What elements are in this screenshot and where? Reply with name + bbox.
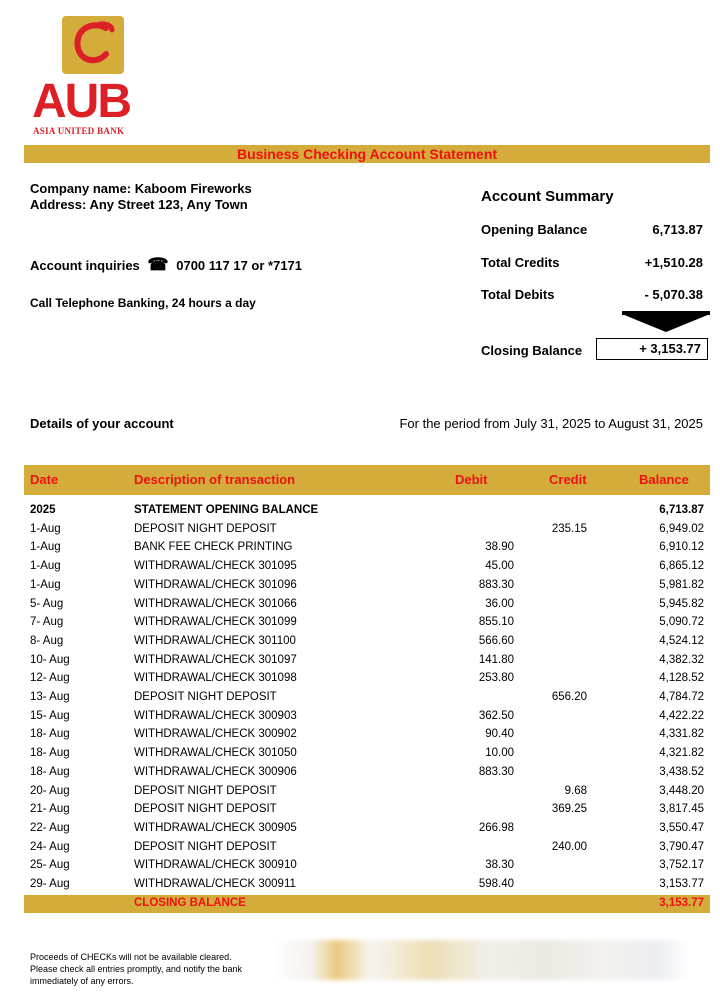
logo-subtitle: ASIA UNITED BANK xyxy=(33,126,125,136)
table-row xyxy=(24,801,710,820)
cell-balance: 6,865.12 xyxy=(659,560,704,573)
cell-balance: 3,817.45 xyxy=(659,803,704,816)
cell-debit: 598.40 xyxy=(478,878,514,890)
cell-balance: 4,128.52 xyxy=(659,672,704,685)
cell-date: 8- Aug xyxy=(30,634,64,647)
cell-date: 18- Aug xyxy=(30,765,70,778)
cell-description: DEPOSIT NIGHT DEPOSIT xyxy=(134,840,277,853)
cell-debit: 266.98 xyxy=(478,821,514,834)
telephone-banking-note: Call Telephone Banking, 24 hours a day xyxy=(30,296,256,310)
cell-debit: 38.30 xyxy=(485,859,514,872)
table-row xyxy=(24,596,710,615)
cell-description: WITHDRAWAL/CHECK 301066 xyxy=(134,597,297,610)
statement-title-band xyxy=(24,145,710,163)
inquiries-label: Account inquiries xyxy=(30,258,140,273)
cell-description: WITHDRAWAL/CHECK 301050 xyxy=(134,747,297,760)
cell-date: 13- Aug xyxy=(30,691,70,703)
cell-balance: 3,438.52 xyxy=(659,765,704,778)
cell-debit: 253.80 xyxy=(478,672,514,685)
table-row xyxy=(24,502,710,521)
cell-debit: 883.30 xyxy=(478,765,514,778)
cell-balance: 3,550.47 xyxy=(659,821,704,834)
cell-balance: 5,981.82 xyxy=(659,578,704,591)
footnote: Proceeds of CHECKs will not be available cleared. Please check all entries promptly, and notify the bank immediately of any errors. xyxy=(30,952,242,986)
cell-balance: 5,090.72 xyxy=(659,616,704,629)
table-row xyxy=(24,708,710,727)
cell-date: 15- Aug xyxy=(30,709,70,722)
cell-description: WITHDRAWAL/CHECK 301100 xyxy=(134,634,296,647)
cell-description: DEPOSIT NIGHT DEPOSIT xyxy=(134,803,277,816)
cell-description: WITHDRAWAL/CHECK 301096 xyxy=(134,578,297,591)
cell-balance: 3,448.20 xyxy=(659,784,704,797)
blurred-watermark xyxy=(270,940,690,980)
cell-balance: 4,321.82 xyxy=(659,747,704,760)
column-header-credit: Credit xyxy=(549,472,587,487)
closing-balance-row-label: CLOSING BALANCE xyxy=(134,897,246,909)
cell-description: WITHDRAWAL/CHECK 301099 xyxy=(134,616,297,629)
cell-balance: 5,945.82 xyxy=(659,597,704,610)
cell-balance: 3,752.17 xyxy=(659,859,704,872)
cell-credit: 656.20 xyxy=(551,691,587,703)
cell-credit: 369.25 xyxy=(551,803,587,816)
cell-balance: 4,382.32 xyxy=(659,653,704,666)
cell-date: 1-Aug xyxy=(30,541,61,554)
cell-date: 10- Aug xyxy=(30,653,70,666)
cell-date: 25- Aug xyxy=(30,859,70,872)
total-credits-value: +1,510.28 xyxy=(644,255,703,270)
cell-balance: 6,949.02 xyxy=(659,522,704,535)
cell-description: BANK FEE CHECK PRINTING xyxy=(134,541,293,554)
cell-balance: 4,331.82 xyxy=(659,728,704,741)
cell-date: 5- Aug xyxy=(30,597,64,610)
cell-credit: 9.68 xyxy=(564,784,587,797)
column-header-date: Date xyxy=(30,472,59,487)
cell-date: 7- Aug xyxy=(30,616,64,629)
cell-credit: 235.15 xyxy=(551,522,587,535)
column-header-debit: Debit xyxy=(455,472,488,487)
opening-balance-label: Opening Balance xyxy=(481,222,588,237)
table-row xyxy=(24,689,710,708)
cell-balance: 4,422.22 xyxy=(659,709,704,722)
table-row xyxy=(24,558,710,577)
cell-debit: 38.90 xyxy=(485,541,514,554)
column-header-balance: Balance xyxy=(639,472,689,487)
cell-description: DEPOSIT NIGHT DEPOSIT xyxy=(134,691,277,703)
table-row xyxy=(24,839,710,858)
cell-balance: 3,153.77 xyxy=(659,878,704,890)
cell-description: STATEMENT OPENING BALANCE xyxy=(134,504,319,516)
cell-debit: 36.00 xyxy=(485,597,514,610)
telephone-icon: ☎ xyxy=(147,255,169,274)
cell-description: WITHDRAWAL/CHECK 301098 xyxy=(134,672,297,685)
logo-wordmark: AUB xyxy=(32,75,130,128)
cell-balance: 4,784.72 xyxy=(659,691,704,703)
closing-balance-row-value: 3,153.77 xyxy=(659,897,704,909)
table-row xyxy=(24,764,710,783)
table-row xyxy=(24,633,710,652)
cell-balance: 6,910.12 xyxy=(659,541,704,554)
cell-date: 22- Aug xyxy=(30,821,70,834)
logo-emblem xyxy=(62,16,124,74)
cell-debit: 141.80 xyxy=(478,653,514,666)
closing-balance-label: Closing Balance xyxy=(481,343,583,358)
cell-date: 29- Aug xyxy=(30,878,70,890)
table-row xyxy=(24,783,710,802)
closing-balance-value: + 3,153.77 xyxy=(596,338,708,360)
cell-date: 21- Aug xyxy=(30,803,70,816)
opening-balance-value: 6,713.87 xyxy=(652,222,703,237)
cell-description: WITHDRAWAL/CHECK 300902 xyxy=(134,728,297,741)
account-summary-heading: Account Summary xyxy=(481,188,614,205)
account-inquiries xyxy=(30,255,302,275)
cell-debit: 362.50 xyxy=(478,709,514,722)
cell-date: 18- Aug xyxy=(30,728,70,741)
cell-debit: 10.00 xyxy=(485,747,514,760)
table-row xyxy=(24,652,710,671)
cell-debit: 566.60 xyxy=(478,634,514,647)
cell-date: 24- Aug xyxy=(30,840,70,853)
table-row xyxy=(24,670,710,689)
cell-description: DEPOSIT NIGHT DEPOSIT xyxy=(134,784,277,797)
cell-description: WITHDRAWAL/CHECK 300911 xyxy=(134,878,296,890)
transactions-header xyxy=(24,465,710,495)
table-row xyxy=(24,577,710,596)
company-name: Company name: Kaboom Fireworks xyxy=(30,181,252,196)
cell-date: 2025 xyxy=(30,504,56,516)
table-row xyxy=(24,857,710,876)
column-header-description: Description of transaction xyxy=(134,472,296,487)
cell-debit: 883.30 xyxy=(478,578,514,591)
total-debits-value: - 5,070.38 xyxy=(644,287,703,302)
cell-balance: 3,790.47 xyxy=(659,840,704,853)
cell-debit: 45.00 xyxy=(485,560,514,573)
table-row xyxy=(24,539,710,558)
table-row xyxy=(24,614,710,633)
inquiries-phone: 0700 117 17 or *7171 xyxy=(176,258,303,273)
table-row xyxy=(24,521,710,540)
cell-date: 20- Aug xyxy=(30,784,70,797)
down-arrow-icon xyxy=(622,314,710,332)
cell-date: 1-Aug xyxy=(30,560,61,573)
closing-balance-row xyxy=(24,895,710,913)
cell-credit: 240.00 xyxy=(551,840,587,853)
cell-description: WITHDRAWAL/CHECK 301097 xyxy=(134,653,297,666)
cell-date: 1-Aug xyxy=(30,522,61,535)
cell-description: WITHDRAWAL/CHECK 301095 xyxy=(134,560,297,573)
table-row xyxy=(24,820,710,839)
cell-description: DEPOSIT NIGHT DEPOSIT xyxy=(134,522,277,535)
cell-description: WITHDRAWAL/CHECK 300903 xyxy=(134,709,297,722)
details-label: Details of your account xyxy=(30,416,174,431)
cell-date: 18- Aug xyxy=(30,747,70,760)
cell-description: WITHDRAWAL/CHECK 300905 xyxy=(134,821,297,834)
cell-date: 12- Aug xyxy=(30,672,70,685)
total-credits-label: Total Credits xyxy=(481,255,560,270)
cell-debit: 855.10 xyxy=(478,616,514,629)
statement-title: Business Checking Account Statement xyxy=(236,146,498,162)
cell-description: WITHDRAWAL/CHECK 300910 xyxy=(134,859,297,872)
cell-balance: 4,524.12 xyxy=(659,634,704,647)
cell-date: 1-Aug xyxy=(30,578,61,591)
cell-debit: 90.40 xyxy=(485,728,514,741)
table-row xyxy=(24,745,710,764)
table-row xyxy=(24,726,710,745)
total-debits-label: Total Debits xyxy=(481,287,555,302)
table-row xyxy=(24,876,710,895)
statement-period: For the period from July 31, 2025 to August 31, 2025 xyxy=(399,416,703,431)
company-address: Address: Any Street 123, Any Town xyxy=(30,197,248,212)
cell-description: WITHDRAWAL/CHECK 300906 xyxy=(134,765,297,778)
logo-swirl-icon xyxy=(62,16,124,74)
cell-balance: 6,713.87 xyxy=(659,504,704,516)
